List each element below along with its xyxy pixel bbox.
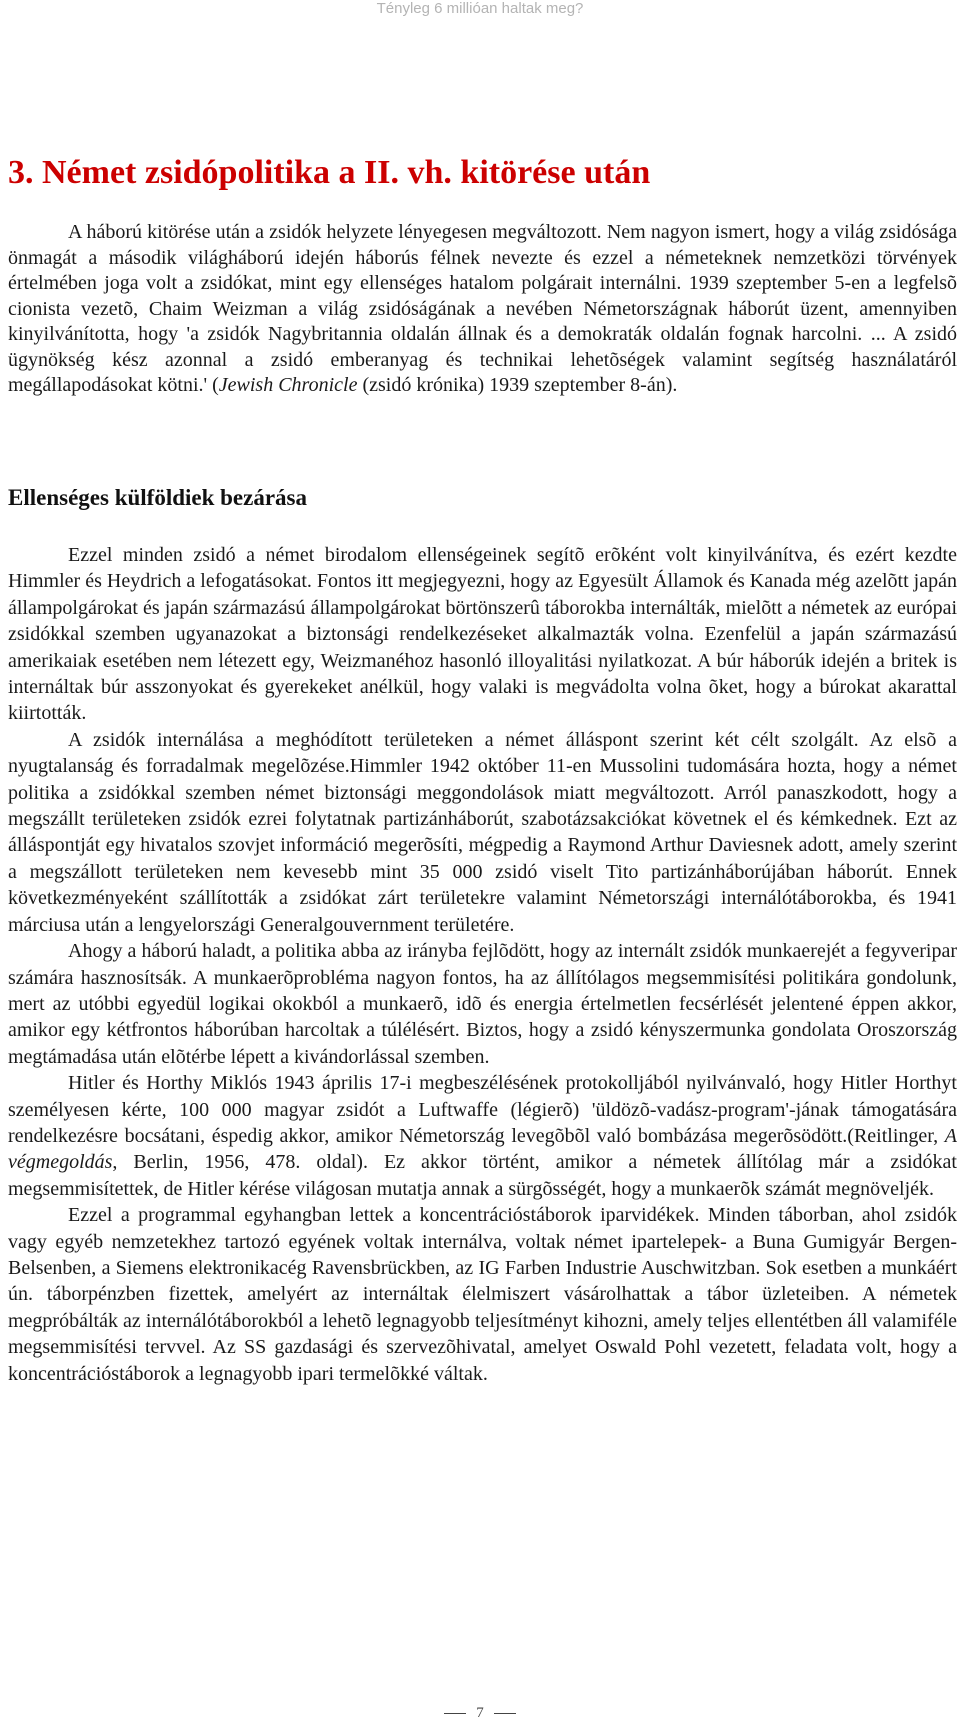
citation-a-vegmegoldas: A végmegoldás (8, 1124, 957, 1174)
running-head: Tényleg 6 millióan haltak meg? (376, 0, 584, 17)
dash-right (494, 1713, 516, 1714)
chapter-title: 3. Német zsidópolitika a II. vh. kitörése után (8, 154, 651, 191)
paragraph-2: A zsidók internálása a meghódított területeken a német álláspont szerint két célt szolgált. Az elsõ a nyugtalanság és forradalmak megelõzése.Himmler 1942 október 11-en Mussolini tudomására hozta, hogy a német politika a zsidókkal szemben német biztonsági meggondolások miatt megváltozott. Arról panaszkodott, hogy a megszállt területeken zsidók ezrei folytatnak partizánháborút, szabotázsakciókat követnek el és kémkednek. Ezt az álláspontját egy hivatalos szovjet információ megerõsíti, mégpedig a Raymond Arthur Daviesnek adott, amely szerint a megszállott területeken nem kevesebb mint 35 000 zsidó viselt Tito partizánháborújában háborút. Ennek következményeként szállították a zsidókat zárt területekre valamint Németországi internálótáborokba, és 1941 márciusa után a lengyelországi Generalgouvernment területére. (8, 728, 957, 936)
paragraph-3: Ahogy a háború haladt, a politika abba az irányba fejlõdött, hogy az internált zsidók munkaerejét a fegyveripar számára hasznosítsák. A munkaerõprobléma nagyon fontos, ha az állítólagos megsemmisítési politikára gondolunk, mert az utóbbi egyedül logikai okokból a munkaerõ, idõ és energia értelmetlen fecsérlését jelentené éppen akkor, amikor egy kétfrontos háborúban harcoltak a túlélésért. Biztos, hogy a zsidó kényszermunka gondolata Oroszország megtámadása után elõtérbe lépett a kivándorlással szemben. (8, 940, 957, 1068)
page-number: 7 (476, 1705, 484, 1721)
paragraph-5: Ezzel a programmal egyhangban lettek a koncentrációstáborok iparvidékek. Minden táborban, ahol zsidók vagy egyéb nemzetekhez tartozó egyének voltak internálva, voltak német ipartelepek- a Buna Gumigyár Bergen-Belsenben, a Siemens elektronikacég Ravensbrückben, az IG Farben Industrie Auschwitzban. Sok esetben a munkáért ún. táborpénzben fizettek, amelyért az internáltak élelmiszert vásárolhattak a tábor üzleteiben. A németek megpróbálták az internálótáborokból a lehetõ legnagyobb teljesítményt kihozni, amely teljes ellentétben áll valamiféle megsemmisítési tervvel. Az SS gazdasági és szervezõhivatal, amelyet Oswald Pohl vezetett, feladata volt, hogy a koncentrációstáborok a legnagyobb ipari termelõkké váltak. (8, 1204, 957, 1385)
section-body (8, 542, 957, 1387)
intro-paragraph (8, 220, 957, 399)
paragraph-4 (8, 1070, 957, 1202)
paragraph-1: Ezzel minden zsidó a német birodalom ellenségeinek segítõ erõként volt kinyilvánítva, és ezért kezdte Himmler és Heydrich a lefogatásokat. Fontos itt megjegyezni, hogy az Egyesült Államok és Kanada még azelõtt japán állampolgárokat és japán származású állampolgárokat börtönszerû táborokba internálták, mielõtt a németek az európai zsidókkal szemben ugyanazokat a biztonsági rendelkezéseket alkalmazták volna. Ezenfelül a japán származású amerikaiak esetében nem létezett egy, Weizmanéhoz hasonló illoyalitási nyilatkozat. A búr háborúk idején a britek is internáltak búr asszonyokat és gyerekeket anélkül, hogy valaki is megvádolta volna õket, hogy a búrokat akarattal kiirtották. (8, 544, 957, 725)
citation-jewish-chronicle: Jewish Chronicle (218, 374, 358, 396)
intro-text-after: (zsidó krónika) 1939 szeptember 8-án). (357, 374, 678, 396)
intro-text: A háború kitörése után a zsidók helyzete lényegesen megváltozott. Nem nagyon ismert, hogy a világ zsidósága önmagát a második világháború idején háborús félnek nevezte és ezzel a németeknek nemzetközi törvények értelmében joga volt a zsidókat, mint egy ellenséges hatalom polgárait internálni. 1939 szeptember 5-en a legfelsõ cionista vezetõ, Chaim Weizman a világ zsidóságának a nevében Németországnak háborút üzent, amennyiben kinyilvánította, hogy 'a zsidók Nagybritannia oldalán állnak és a demokraták oldalán fognak harcolni. ... A zsidó ügynökség kész azonnal a zsidó emberanyag és technikai lehetõségek valamint segítség használatáról megállapodásokat kötni.' ( (8, 221, 957, 396)
dash-left (444, 1713, 466, 1714)
intro-paragraph-block (8, 220, 957, 399)
page-number-footer (0, 1704, 960, 1722)
paragraph-4-text: Hitler és Horthy Miklós 1943 április 17-i megbeszélésének protokolljából nyilvánvaló, hogy Hitler Horthyt személyesen kérte, 100 000 magyar zsidót a Luftwaffe (légierõ) 'üldözõ-vadász-program'-jának támogatására rendelkezésre bocsátani, éspedig akkor, amikor Németország levegõbõl való bombázása megerõsödött.(Reitlinger, (8, 1072, 957, 1147)
paragraph-4-text-after: , Berlin, 1956, 478. oldal). Ez akkor történt, amikor a németek állítólag már a zsidókat megsemmisítettek, de Hitler kérése világosan mutatja annak a sürgõsségét, hogy a munkaerõk számát megnöveljék. (8, 1151, 957, 1200)
section-heading: Ellenséges külföldiek bezárása (8, 485, 308, 510)
